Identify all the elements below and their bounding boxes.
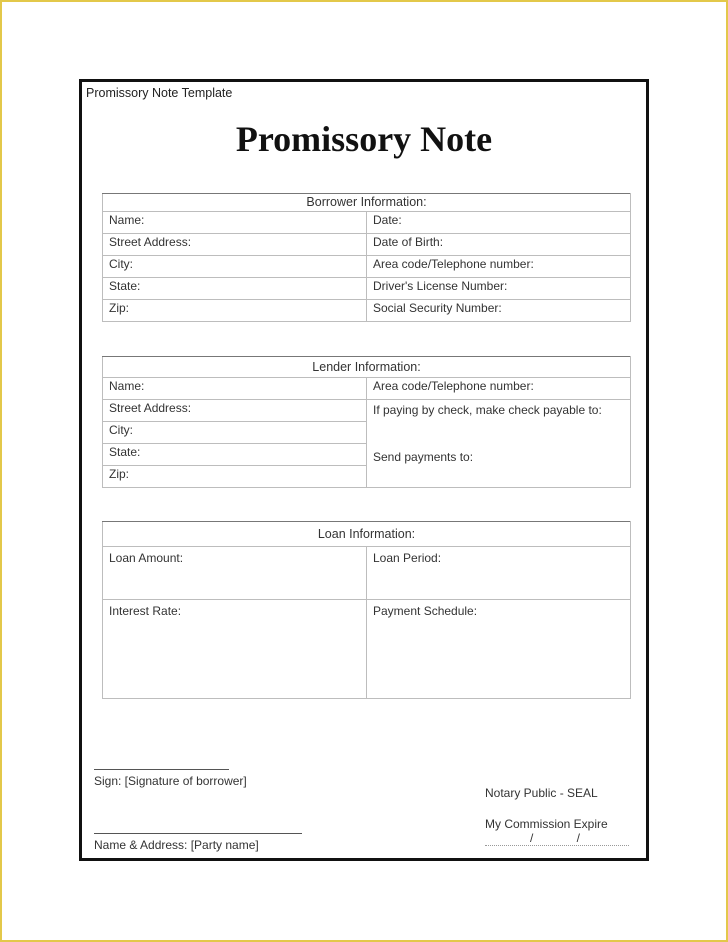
borrower-street-field[interactable]: Street Address: [103,234,367,256]
notary-label: Notary Public - SEAL [485,786,598,800]
document-sheet [79,79,649,861]
borrower-ssn-field[interactable]: Social Security Number: [367,300,631,322]
commission-date-line[interactable] [485,845,629,846]
table-row [103,256,631,278]
table-row [103,212,631,234]
lender-city-field[interactable]: City: [103,422,367,444]
borrower-license-field[interactable]: Driver's License Number: [367,278,631,300]
table-row [103,547,631,600]
table-row [103,234,631,256]
lender-heading: Lender Information: [103,357,631,378]
lender-name-field[interactable]: Name: [103,378,367,400]
send-payments-label: Send payments to: [373,450,474,464]
borrower-info-table [102,193,631,322]
loan-period-field[interactable]: Loan Period: [367,547,631,600]
loan-heading: Loan Information: [103,522,631,547]
table-row [103,278,631,300]
borrower-date-field[interactable]: Date: [367,212,631,234]
loan-info-table [102,521,631,699]
borrower-zip-field[interactable]: Zip: [103,300,367,322]
lender-phone-field[interactable]: Area code/Telephone number: [367,378,631,400]
lender-info-table [102,356,631,488]
lender-payment-instructions[interactable] [367,400,631,488]
table-row [103,400,631,422]
template-label: Promissory Note Template [86,86,233,100]
loan-amount-field[interactable]: Loan Amount: [103,547,367,600]
payment-schedule-field[interactable]: Payment Schedule: [367,600,631,699]
borrower-city-field[interactable]: City: [103,256,367,278]
check-payable-label: If paying by check, make check payable to: [373,403,602,417]
borrower-name-field[interactable]: Name: [103,212,367,234]
commission-date-slashes: / / [530,831,581,845]
signature-line[interactable] [94,769,229,770]
borrower-heading: Borrower Information: [103,194,631,212]
lender-zip-field[interactable]: Zip: [103,466,367,488]
commission-label: My Commission Expire [485,817,608,831]
table-row [103,378,631,400]
table-row [103,600,631,699]
name-address-line[interactable] [94,833,302,834]
table-row [103,300,631,322]
lender-state-field[interactable]: State: [103,444,367,466]
borrower-phone-field[interactable]: Area code/Telephone number: [367,256,631,278]
lender-street-field[interactable]: Street Address: [103,400,367,422]
page-title: Promissory Note [235,119,493,159]
borrower-state-field[interactable]: State: [103,278,367,300]
name-address-label: Name & Address: [Party name] [94,838,259,852]
borrower-dob-field[interactable]: Date of Birth: [367,234,631,256]
interest-rate-field[interactable]: Interest Rate: [103,600,367,699]
sign-label: Sign: [Signature of borrower] [94,774,247,788]
